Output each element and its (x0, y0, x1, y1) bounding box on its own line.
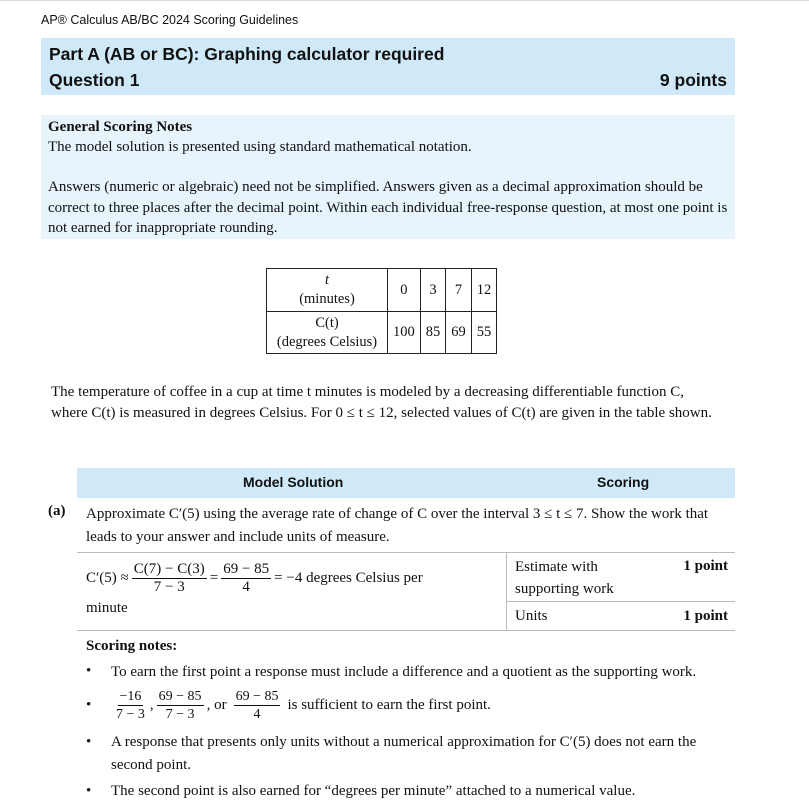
part-title: Part A (AB or BC): Graphing calculator required (49, 44, 445, 64)
denominator: 7 − 3 (116, 707, 145, 722)
bullet-icon: • (86, 783, 92, 799)
table-header-temperature (267, 312, 388, 354)
equals-sign: = (209, 569, 219, 586)
table-cell: 69 (446, 312, 472, 354)
fraction (157, 688, 204, 723)
question-title: Question 1 (49, 70, 140, 90)
separator: , or (206, 697, 227, 713)
scoring-notes-heading: Scoring notes: (86, 638, 178, 654)
formula-lhs: C′(5) ≈ (86, 569, 129, 586)
table-header-time (267, 269, 388, 312)
fraction (221, 561, 271, 596)
page-header: AP® Calculus AB/BC 2024 Scoring Guidelines (41, 13, 299, 27)
scoring-criterion: Estimate with supporting work (515, 559, 614, 597)
table-row-time (267, 269, 497, 312)
scoring-note: A response that presents only units without a numerical approximation for C′(5) does not earn the second point. (111, 734, 697, 773)
fraction (114, 688, 147, 723)
bullet-icon: • (86, 697, 92, 713)
denominator: 7 − 3 (165, 707, 195, 722)
model-formula (86, 557, 423, 599)
fraction (132, 561, 207, 596)
numerator: 69 − 85 (223, 560, 270, 577)
part-banner (41, 38, 735, 95)
table-cell: 85 (420, 312, 446, 354)
scoring-label: Scoring (597, 474, 650, 490)
numerator: −16 (119, 689, 142, 704)
general-scoring-notes (41, 115, 735, 239)
table-cell: 3 (420, 269, 446, 312)
denominator: 4 (253, 707, 261, 722)
numerator: 69 − 85 (158, 689, 202, 704)
denominator: 4 (242, 578, 250, 595)
notes-heading: General Scoring Notes (48, 119, 193, 135)
question-points: 9 points (659, 70, 727, 90)
top-rule (0, 0, 809, 1)
scoring-note (111, 688, 491, 723)
divider (77, 552, 735, 553)
temperature-unit: (degrees Celsius) (276, 333, 378, 350)
scoring-criterion: Units (515, 608, 548, 624)
formula-result: = −4 degrees Celsius per (274, 569, 423, 586)
note-tail: is sufficient to earn the first point. (287, 697, 491, 713)
temperature-table (266, 268, 497, 354)
model-solution-label: Model Solution (243, 474, 344, 490)
time-variable: t (324, 272, 330, 288)
time-unit: (minutes) (299, 291, 355, 307)
fraction (234, 688, 281, 723)
table-cell: 12 (471, 269, 497, 312)
bullet-icon: • (86, 663, 92, 679)
numerator: C(7) − C(3) (133, 560, 205, 577)
scoring-note: To earn the first point a response must include a difference and a quotient as the supporting work. (111, 664, 697, 680)
divider (506, 601, 735, 602)
divider (77, 630, 735, 631)
scoring-note: The second point is also earned for “degrees per minute” attached to a numerical value. (111, 783, 636, 799)
table-cell: 55 (471, 312, 497, 354)
table-cell: 7 (446, 269, 472, 312)
table-cell: 100 (388, 312, 421, 354)
solution-header (77, 468, 735, 498)
problem-intro: The temperature of coffee in a cup at time t minutes is modeled by a decreasing differentiable function C, where C(t) is measured in degrees Celsius. For 0 ≤ t ≤ 12, selected values of C(t) are given in the table shown. (51, 384, 712, 421)
numerator: 69 − 85 (235, 689, 279, 704)
table-cell: 0 (388, 269, 421, 312)
notes-line-1: The model solution is presented using standard mathematical notation. (48, 139, 472, 155)
formula-result-continued: minute (86, 600, 128, 616)
part-a-label: (a) (48, 503, 66, 519)
divider (506, 552, 507, 630)
temperature-variable: C(t) (315, 314, 339, 331)
scoring-points: 1 point (683, 608, 728, 624)
separator: , (149, 697, 154, 713)
scoring-points: 1 point (683, 558, 728, 574)
notes-line-2: Answers (numeric or algebraic) need not be simplified. Answers given as a decimal approximation should be correct to three places after the decimal point. Within each individual free-response question, at most one point is not earned for inappropriate rounding. (48, 179, 728, 236)
part-a-question: Approximate C′(5) using the average rate of change of C over the interval 3 ≤ t ≤ 7. Show the work that leads to your answer and include units of measure. (86, 506, 709, 545)
bullet-icon: • (86, 734, 92, 750)
table-row-temperature (267, 312, 497, 354)
denominator: 7 − 3 (153, 578, 185, 595)
